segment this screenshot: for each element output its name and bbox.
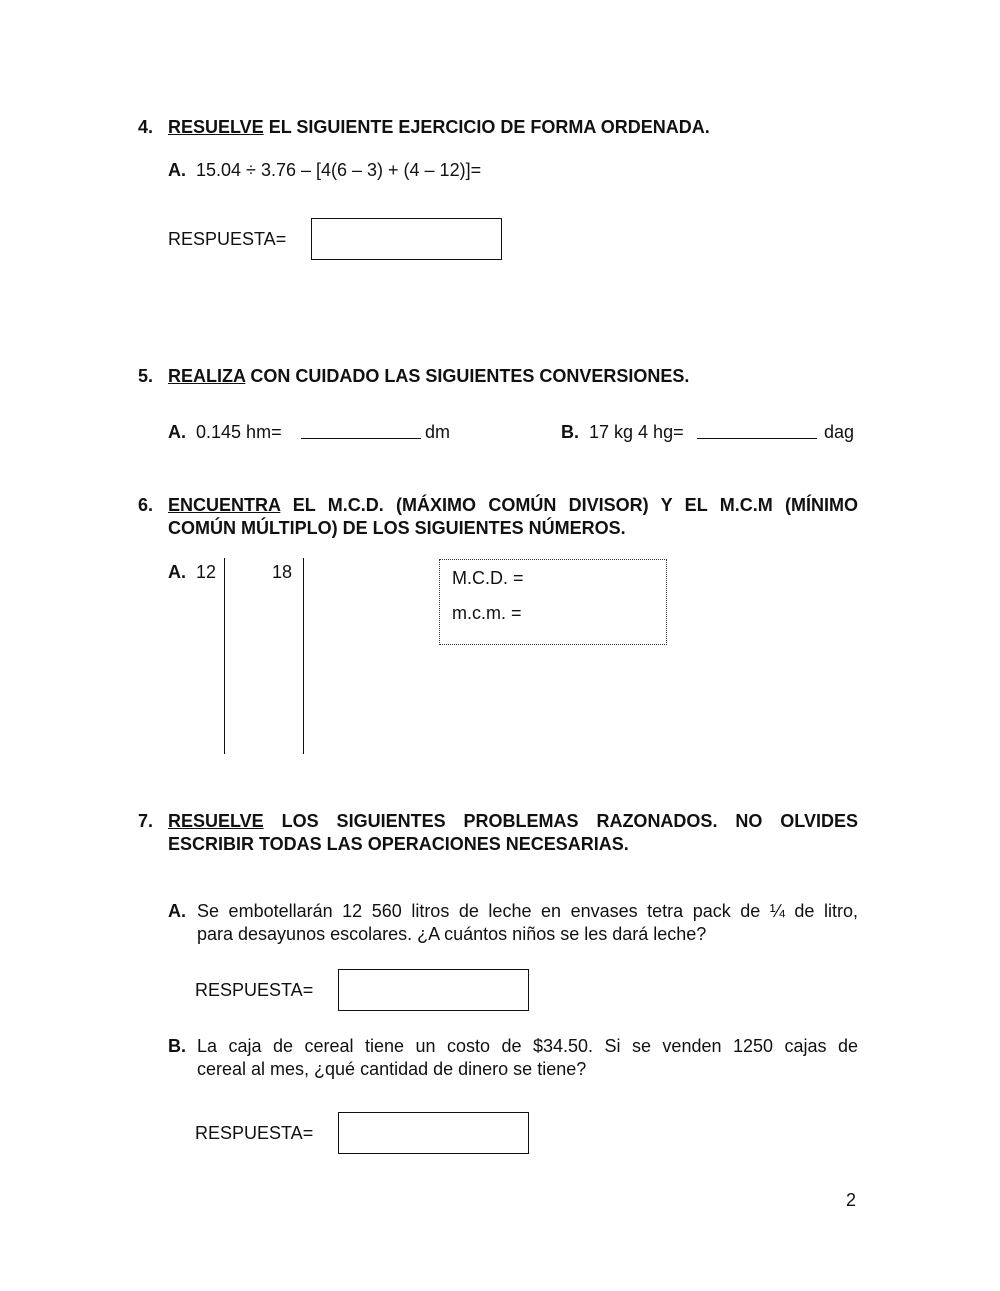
q5-a-blank[interactable]	[301, 422, 421, 439]
q7-heading-line2: ESCRIBIR TODAS LAS OPERACIONES NECESARIAS.	[168, 834, 629, 854]
q5-item-b	[561, 422, 684, 443]
q5-a-label: A.	[168, 422, 186, 442]
q5-b-text: 17 kg 4 hg=	[589, 422, 684, 442]
q4-heading	[138, 116, 710, 139]
q5-b-label: B.	[561, 422, 579, 442]
q5-b-unit: dag	[824, 422, 855, 442]
q5-a-unit: dm	[425, 422, 451, 442]
q7-b-answer-box[interactable]	[338, 1112, 529, 1154]
q7-b-line1	[168, 1035, 858, 1058]
q6-verb: ENCUENTRA	[168, 495, 281, 515]
q7-a-answer-box[interactable]	[338, 969, 529, 1011]
q5-verb: REALIZA	[168, 366, 246, 386]
q4-a-expression: 15.04 ÷ 3.76 – [4(6 – 3) + (4 – 12)]=	[196, 160, 482, 180]
q7-b-answer-label: RESPUESTA=	[195, 1123, 314, 1143]
q5-b-blank[interactable]	[697, 422, 817, 439]
q4-item-a	[168, 160, 481, 181]
q7-problem-b	[168, 1035, 858, 1081]
q5-a-text: 0.145 hm=	[196, 422, 282, 442]
q7-a-line2: para desayunos escolares. ¿A cuántos niños se les dará leche?	[197, 924, 707, 944]
q7-a-answer-label: RESPUESTA=	[195, 980, 314, 1000]
q6-heading	[138, 494, 858, 540]
q7-a-line1	[168, 900, 858, 923]
q7-b-line2: cereal al mes, ¿qué cantidad de dinero se tiene?	[197, 1059, 587, 1079]
q5-heading	[138, 365, 689, 388]
q6-heading-line2: COMÚN MÚLTIPLO) DE LOS SIGUIENTES NÚMEROS.	[168, 518, 626, 538]
q4-answer-box[interactable]	[311, 218, 502, 260]
q6-division-line-2	[303, 558, 304, 754]
q4-a-label: A.	[168, 160, 186, 180]
q5-number: 5.	[138, 366, 154, 386]
q7-problem-a	[168, 900, 858, 946]
q7-b-text1: La caja de cereal tiene un costo de $34.50. Si se venden 1250 cajas de	[197, 1036, 858, 1056]
page-number: 2	[846, 1190, 857, 1210]
q7-a-text1: Se embotellarán 12 560 litros de leche en envases tetra pack de ¼ de litro,	[197, 901, 858, 921]
q7-a-label: A.	[168, 901, 186, 921]
q6-a-label: A.	[168, 562, 186, 582]
q6-mcd-label: M.C.D. =	[452, 568, 524, 588]
q4-verb: RESUELVE	[168, 117, 264, 137]
q6-heading-line1	[138, 494, 858, 517]
q6-number-12: 12	[196, 562, 217, 582]
q7-b-label: B.	[168, 1036, 186, 1056]
q4-answer-label: RESPUESTA=	[168, 229, 287, 249]
q6-number: 6.	[138, 495, 154, 515]
q6-heading-text: EL M.C.D. (MÁXIMO COMÚN DIVISOR) Y EL M.C.M (MÍNIMO	[292, 495, 858, 515]
q6-mcm-label: m.c.m. =	[452, 603, 522, 623]
q4-number: 4.	[138, 117, 154, 137]
q7-verb: RESUELVE	[168, 811, 264, 831]
q7-heading	[138, 810, 858, 856]
q7-heading-line1	[138, 810, 858, 833]
q7-number: 7.	[138, 811, 154, 831]
q6-division-line-1	[224, 558, 225, 754]
q6-item-a	[168, 562, 216, 583]
q5-item-a	[168, 422, 282, 443]
q4-heading-text: EL SIGUIENTE EJERCICIO DE FORMA ORDENADA.	[268, 117, 710, 137]
q7-heading-text: LOS SIGUIENTES PROBLEMAS RAZONADOS. NO OLVIDES	[281, 811, 858, 831]
q5-heading-text: CON CUIDADO LAS SIGUIENTES CONVERSIONES.	[250, 366, 690, 386]
q6-number-18: 18	[272, 562, 293, 582]
